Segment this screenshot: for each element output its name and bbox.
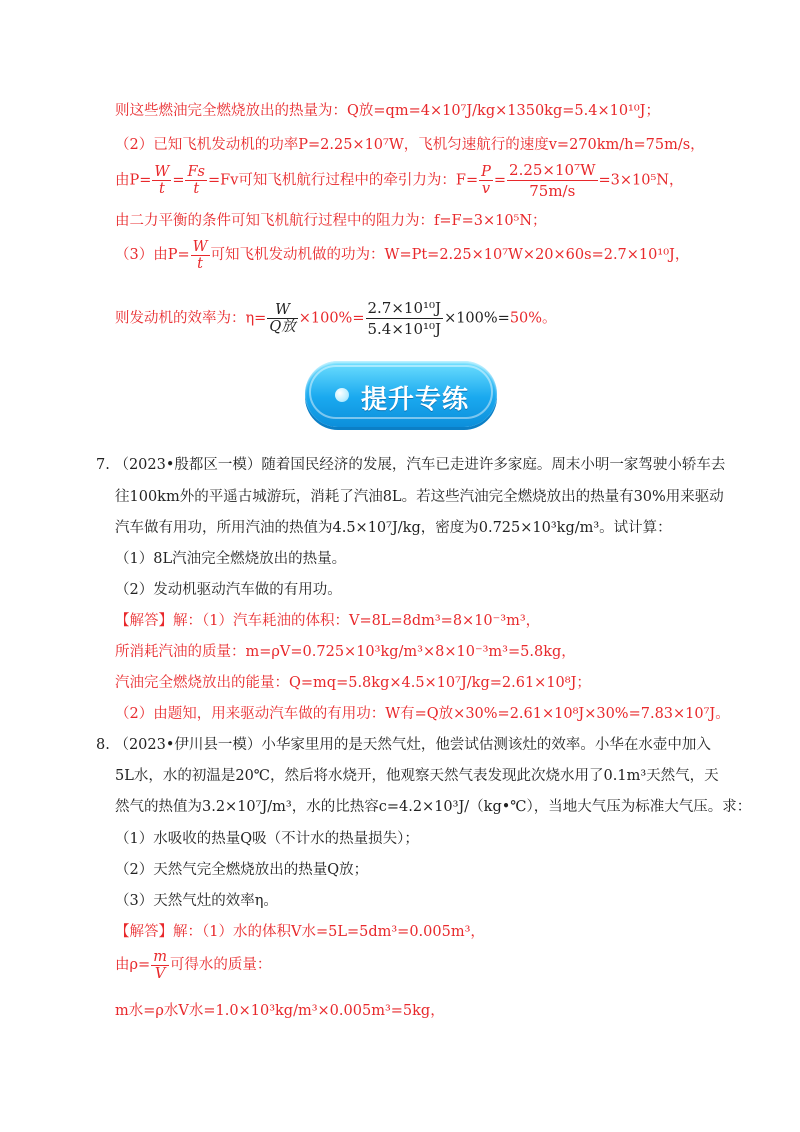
fraction-denominator: t <box>197 255 203 272</box>
fraction-numerator: W <box>267 302 297 319</box>
answer-label: 【解答】 <box>115 924 173 940</box>
answer-line-3 <box>115 160 684 201</box>
fraction <box>267 302 297 335</box>
text-segment: 则发动机的效率为：η= <box>115 310 267 327</box>
fraction-denominator: t <box>193 181 200 197</box>
answer-8-line-3: m水=ρ水V水=1.0×10³kg/m³×0.005m³=5kg， <box>115 1003 445 1019</box>
fraction-denominator: Q放 <box>269 319 296 335</box>
fraction-denominator: v <box>481 181 491 197</box>
text-segment: =Fv可知飞机航行过程中的牵引力为：F= <box>207 172 479 189</box>
text-segment: =3×10⁵N， <box>598 172 684 189</box>
question-8-item-1: （1）水吸收的热量Q吸（不计水的热量损失）； <box>115 831 419 847</box>
fraction-numerator: W <box>154 164 170 180</box>
fraction-numerator: 2.25×10⁷W <box>509 161 596 179</box>
section-badge <box>305 361 497 427</box>
fraction-denominator: 75m/s <box>529 182 576 200</box>
text-segment: 由P= <box>115 172 152 189</box>
answer-7-line-1 <box>115 611 540 631</box>
badge-label: 提升专练 <box>361 385 470 415</box>
answer-7-line-3: 汽油完全燃烧放出的能量：Q=mq=5.8kg×4.5×10⁷J/kg=2.61×10⁸J； <box>115 675 591 691</box>
bubble-dot-icon <box>335 388 349 402</box>
question-7-item-1: （1）8L汽油完全燃烧放出的热量。 <box>115 551 347 567</box>
fraction <box>507 160 597 201</box>
answer-line-6 <box>115 298 557 339</box>
question-7-line-2: 往100km外的平遥古城游玩，消耗了汽油8L。若这些汽油完全燃烧放出的热量有30%用来驱动 <box>115 489 724 505</box>
text-segment: 可得水的质量： <box>169 957 272 973</box>
question-7-line-3: 汽车做有用功，所用汽油的热值为4.5×10⁷J/kg，密度为0.725×10³kg/m³。试计算： <box>115 520 672 536</box>
answer-line-5 <box>115 238 689 272</box>
text-segment: = <box>493 172 507 189</box>
text-segment: ×100%= <box>444 310 510 327</box>
fraction-denominator: V <box>154 965 166 982</box>
fraction-numerator: W <box>192 238 208 255</box>
text-segment: ×100%= <box>298 310 365 327</box>
fraction <box>151 949 169 982</box>
answer-8-line-1 <box>115 922 485 942</box>
answer-8-line-2 <box>115 948 271 982</box>
text-segment: （3）由P= <box>115 247 190 263</box>
answer-label: 【解答】 <box>115 613 173 629</box>
text-segment: 50%。 <box>509 310 557 327</box>
text-segment: 由ρ= <box>115 957 151 973</box>
answer-7-line-2: 所消耗汽油的质量：m=ρV=0.725×10³kg/m³×8×10⁻³m³=5.8kg， <box>115 644 576 660</box>
fraction <box>479 164 493 197</box>
question-8-item-3: （3）天然气灶的效率η。 <box>115 893 278 909</box>
question-7-item-2: （2）发动机驱动汽车做的有用功。 <box>115 582 342 598</box>
question-8-line-1: 8. （2023•伊川县一模）小华家里用的是天然气灶，他尝试估测该灶的效率。小华在水壶中加入 <box>96 737 711 753</box>
fraction <box>366 298 444 339</box>
question-8-item-2: （2）天然气完全燃烧放出的热量Q放； <box>115 862 369 878</box>
fraction-denominator: 5.4×10¹⁰J <box>367 320 442 338</box>
question-8-line-3: 然气的热值为3.2×10⁷J/m³，水的比热容c=4.2×10³J/（kg•℃），当地大气压为标准大气压。求： <box>115 799 752 815</box>
answer-line-2: （2）已知飞机发动机的功率P=2.25×10⁷W，飞机匀速航行的速度v=270km/h=75m/s， <box>115 137 705 153</box>
text-segment: 解：（1）水的体积V水=5L=5dm³=0.005m³， <box>173 924 485 940</box>
answer-7-line-4: （2）由题知，用来驱动汽车做的有用功：W有=Q放×30%=2.61×10⁸J×30%=7.83×10⁷J。 <box>115 706 730 722</box>
fraction-numerator: 2.7×10¹⁰J <box>367 299 442 317</box>
text-segment: = <box>172 172 185 189</box>
fraction-numerator: Fs <box>187 164 205 180</box>
question-8-line-2: 5L水，水的初温是20℃，然后将水烧开，他观察天然气表发现此次烧水用了0.1m³天然气，天 <box>115 768 719 784</box>
question-7-line-1: 7. （2023•殷都区一模）随着国民经济的发展，汽车已走进许多家庭。周末小明一家驾驶小轿车去 <box>96 457 726 473</box>
text-segment: 解：（1）汽车耗油的体积：V=8L=8dm³=8×10⁻³m³， <box>173 613 541 629</box>
fraction-denominator: t <box>158 181 165 197</box>
fraction-numerator: m <box>153 948 167 965</box>
answer-line-1: 则这些燃油完全燃烧放出的热量为：Q放=qm=4×10⁷J/kg×1350kg=5.4×10¹⁰J； <box>115 103 660 119</box>
answer-line-4: 由二力平衡的条件可知飞机航行过程中的阻力为：f=F=3×10⁵N； <box>115 213 547 229</box>
fraction-numerator: P <box>481 164 491 180</box>
fraction <box>185 164 207 197</box>
fraction <box>191 239 210 272</box>
fraction <box>152 164 171 197</box>
text-segment: 可知飞机发动机做的功为：W=Pt=2.25×10⁷W×20×60s=2.7×10¹⁰J， <box>210 247 690 263</box>
